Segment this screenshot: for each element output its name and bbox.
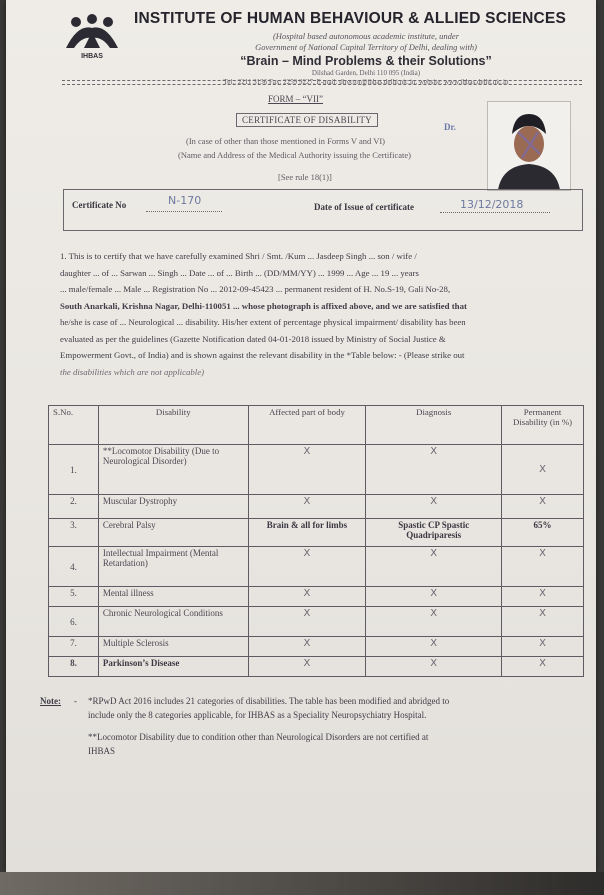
row-sno: 5. [49, 587, 99, 607]
header-divider-2 [62, 84, 582, 85]
table-header-row [49, 406, 584, 445]
address-line-2: Tel.: 2211 3136 Fax: 2259 9227, E-mail: director@ihbas.delhi.nic.in, website: www.ihbas.delhi.nic.in [223, 78, 509, 86]
table-row [49, 547, 584, 587]
certificate-title: CERTIFICATE OF DISABILITY [236, 113, 378, 127]
applicant-photo [487, 101, 571, 191]
notes-section: Note: - *RPwD Act 2016 includes 21 categories of disabilities. The table has been modified and abridged to include only the 8 categories applicable, for IHBAS as a Speciality Neuropsychiatry Hospital. **Locomotor Disability due to condition other than Neurological Disorders are not certified at IHBAS [40, 696, 450, 756]
institute-name: INSTITUTE OF HUMAN BEHAVIOUR & ALLIED SCIENCES [134, 10, 567, 27]
row-percent: X [502, 495, 584, 519]
row-affected-part: X [248, 587, 366, 607]
row-disability: **Locomotor Disability (Due to Neurological Disorder) [98, 445, 248, 495]
row-affected-part: X [248, 607, 366, 637]
row-percent: X [502, 445, 584, 495]
note-2-line-1: **Locomotor Disability due to condition other than Neurological Disorders are not certified at [88, 732, 429, 742]
table-row [49, 637, 584, 657]
institute-motto: “Brain – Mind Problems & their Solutions” [240, 54, 492, 68]
row-disability: Intellectual Impairment (Mental Retardation) [98, 547, 248, 587]
header-sub-2: Government of National Capital Territory of Delhi, dealing with) [255, 42, 477, 52]
certificate-page [6, 0, 596, 872]
table-row [49, 495, 584, 519]
table-row [49, 445, 584, 495]
row-sno: 8. [49, 657, 99, 677]
certificate-info-box [63, 189, 583, 231]
row-diagnosis: Spastic CP Spastic Quadriparesis [366, 519, 502, 547]
note-2-line-2: IHBAS [88, 746, 116, 756]
body-line-8: the disabilities which are not applicable) [60, 366, 205, 377]
rule-reference: [See rule 18(1)] [278, 172, 332, 182]
row-affected-part: X [248, 547, 366, 587]
row-sno: 1. [49, 445, 99, 495]
row-percent: X [502, 587, 584, 607]
row-diagnosis: X [366, 637, 502, 657]
row-affected-part: X [248, 657, 366, 677]
row-disability: Chronic Neurological Conditions [98, 607, 248, 637]
address-line-1: Dilshad Garden, Delhi 110 095 (India) [311, 69, 421, 77]
row-affected-part: X [248, 637, 366, 657]
body-line-7: Empowerment Govt., of India) and is shown against the relevant disability in the *Table below: - (Please strike out [60, 350, 465, 360]
row-percent: X [502, 547, 584, 587]
certificate-no-label: Certificate No [72, 200, 127, 210]
row-diagnosis: X [366, 657, 502, 677]
row-percent: X [502, 637, 584, 657]
note-1-line-1: *RPwD Act 2016 includes 21 categories of disabilities. The table has been modified and abridged to [88, 696, 450, 706]
header-sub-1: (Hospital based autonomous academic institute, under [272, 31, 460, 41]
row-diagnosis: X [366, 445, 502, 495]
date-of-issue-value: 13/12/2018 [460, 198, 524, 211]
body-line-2: daughter ... of ... Sarwan ... Singh ... Date ... of ... Birth ... (DD/MM/YY) ... 1999 ... Age ... 19 ... years [60, 267, 419, 278]
row-percent: X [502, 607, 584, 637]
certificate-body [60, 248, 592, 380]
row-diagnosis: X [366, 495, 502, 519]
header-sno: S.No. [49, 406, 99, 445]
header-affected-part: Affected part of body [248, 406, 366, 445]
form-label: FORM – “VII” [268, 94, 323, 104]
row-disability: Muscular Dystrophy [98, 495, 248, 519]
row-affected-part: X [248, 445, 366, 495]
row-disability: Multiple Sclerosis [98, 637, 248, 657]
row-disability: Cerebral Palsy [98, 519, 248, 547]
certificate-no-value: N-170 [168, 194, 202, 207]
row-diagnosis: X [366, 607, 502, 637]
header-permanent-disability: Permanent Disability (in %) [502, 406, 584, 445]
row-sno: 2. [49, 495, 99, 519]
table-row [49, 587, 584, 607]
row-sno: 3. [49, 519, 99, 547]
background-surface [0, 872, 604, 895]
header-disability: Disability [98, 406, 248, 445]
ihbas-logo [58, 14, 126, 60]
row-sno: 7. [49, 637, 99, 657]
logo-text: IHBAS [81, 53, 103, 60]
row-diagnosis: X [366, 587, 502, 607]
doctor-label: Dr. [444, 122, 456, 132]
header-divider [62, 80, 582, 81]
table-row [49, 519, 584, 547]
date-of-issue-label: Date of Issue of certificate [314, 202, 414, 212]
body-line-6: evaluated as per the guidelines (Gazette Notification dated 04-01-2018 issued by Ministry of Social Justice & [60, 333, 446, 344]
row-disability: Parkinson’s Disease [98, 657, 248, 677]
note-1-line-2: include only the 8 categories applicable, for IHBAS as a Speciality Neuropsychiatry Hospital. [88, 710, 427, 720]
header-diagnosis: Diagnosis [366, 406, 502, 445]
row-percent: 65% [502, 519, 584, 547]
body-line-4: South Anarkali, Krishna Nagar, Delhi-110051 ... whose photograph is affixed above, and we are satisfied that [60, 300, 467, 311]
row-percent: X [502, 657, 584, 677]
body-line-1: 1. This is to certify that we have carefully examined Shri / Smt. /Kum ... Jasdeep Singh ... son / wife / [60, 251, 417, 261]
table-row [49, 657, 584, 677]
row-disability: Mental illness [98, 587, 248, 607]
body-line-5: he/she is case of ... Neurological ... disability. His/her extent of percentage physical impairment/ disability has been [60, 317, 466, 327]
case-line-1: (In case of other than those mentioned in Forms V and VI) [186, 136, 386, 146]
body-line-3: ... male/female ... Male ... Registration No ... 2012-09-45423 ... permanent resident of H. No.S-19, Gali No-28, [60, 284, 451, 294]
row-affected-part: Brain & all for limbs [248, 519, 366, 547]
row-sno: 4. [49, 547, 99, 587]
row-sno: 6. [49, 607, 99, 637]
row-affected-part: X [248, 495, 366, 519]
note-label: Note: [40, 696, 61, 706]
case-line-2: (Name and Address of the Medical Authority issuing the Certificate) [178, 150, 411, 160]
disability-table [48, 405, 584, 677]
table-row [49, 607, 584, 637]
row-diagnosis: X [366, 547, 502, 587]
